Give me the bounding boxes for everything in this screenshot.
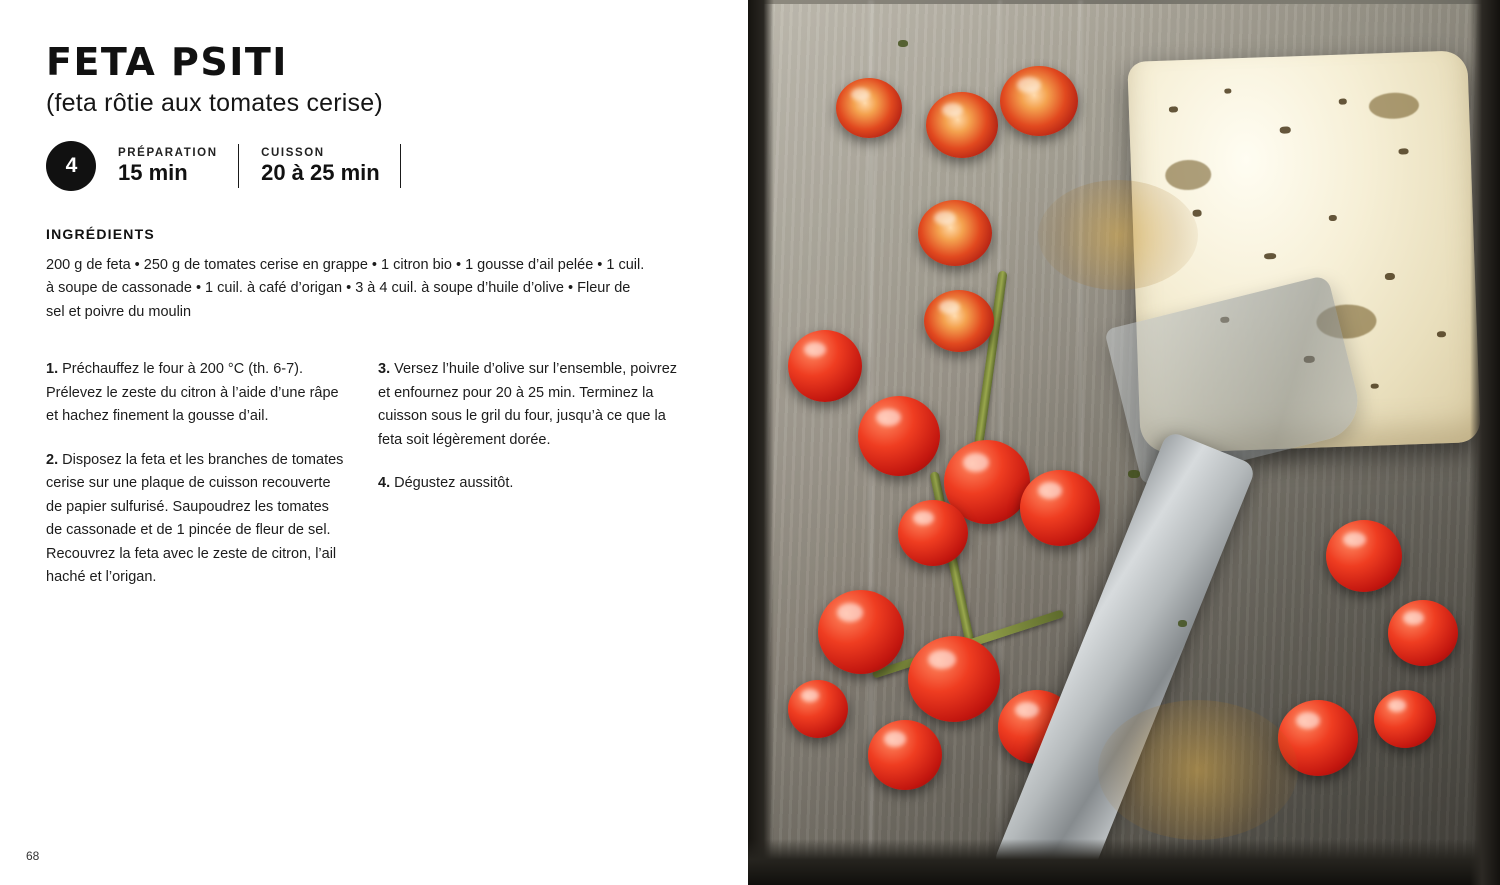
cherry-tomato [1388, 600, 1458, 666]
step-text: Préchauffez le four à 200 °C (th. 6-7). Prélevez le zeste du citron à l’aide d’une râpe et hachez finement la gousse d’ail. [46, 361, 339, 425]
ingredients-heading: INGRÉDIENTS [46, 225, 155, 242]
cherry-tomato [1326, 520, 1402, 592]
ingredients-list: 200 g de feta • 250 g de tomates cerise en grappe • 1 citron bio • 1 gousse d’ail pelée • 1 cuil. à soupe de cassonade • 1 cuil. à café d’origan • 3 à 4 cuil. à soupe d’huile d’olive • Fleur de sel et poivre du moulin [46, 256, 645, 320]
meta-preparation [96, 147, 238, 184]
step-item [378, 472, 678, 495]
recipe-subtitle: (feta rôtie aux tomates cerise) [46, 88, 383, 117]
olive-oil-pool [1098, 700, 1298, 840]
cherry-tomato [788, 680, 848, 738]
meta-divider-2 [400, 144, 402, 188]
recipe-meta-row [46, 140, 704, 192]
tray-edge [748, 0, 774, 885]
char-mark [1165, 159, 1212, 191]
step-item [46, 449, 346, 590]
servings-value: 4 [65, 153, 77, 177]
step-item [46, 358, 346, 428]
step-number: 1. [46, 361, 59, 378]
steps-column-right [378, 358, 678, 609]
recipe-text-page [0, 0, 748, 885]
cherry-tomato [788, 330, 862, 402]
herb-speck [1224, 88, 1231, 93]
servings-badge [46, 141, 96, 191]
recipe-photo [748, 0, 1500, 885]
step-number: 3. [378, 361, 391, 378]
step-text: Disposez la feta et les branches de tomates cerise sur une plaque de cuisson recouverte de papier sulfurisé. Saupoudrez les tomates de cassonade et de 1 pincée de fleur de sel. Recouvrez la feta avec le zeste de citron, l’ail haché et l’origan. [46, 451, 344, 586]
page-number: 68 [26, 849, 40, 863]
herb-speck [1339, 98, 1347, 104]
cherry-tomato [818, 590, 904, 674]
meta-preparation-label: PRÉPARATION [118, 147, 218, 160]
herb-speck [1280, 126, 1291, 133]
cherry-tomato [898, 500, 968, 566]
step-number: 2. [46, 451, 59, 468]
cherry-tomato [908, 636, 1000, 722]
cherry-tomato [836, 78, 902, 138]
herb-speck [1329, 215, 1337, 221]
paper-crease [998, 0, 1002, 880]
meta-preparation-value: 15 min [118, 160, 188, 186]
herb-speck [1437, 331, 1446, 337]
herb-speck [1178, 620, 1187, 627]
herb-speck [1128, 470, 1140, 478]
preparation-steps [46, 358, 704, 609]
cherry-tomato [926, 92, 998, 158]
herb-speck [1169, 106, 1178, 112]
olive-oil-pool [1038, 180, 1198, 290]
cherry-tomato [1374, 690, 1436, 748]
cherry-tomato [918, 200, 992, 266]
recipe-title: FETA PSITI [46, 40, 288, 84]
step-number: 4. [378, 475, 391, 492]
herb-speck [1398, 148, 1408, 154]
cherry-tomato [1020, 470, 1100, 546]
step-text: Versez l’huile d’olive sur l’ensemble, poivrez et enfournez pour 20 à 25 min. Terminez la cuisson sous le gril du four, jusqu’à ce que la feta soit légèrement dorée. [378, 361, 678, 448]
meta-cuisson-label: CUISSON [261, 147, 325, 160]
step-text: Dégustez aussitôt. [394, 475, 514, 492]
cherry-tomato [858, 396, 940, 476]
step-item [378, 358, 678, 452]
cherry-tomato [868, 720, 942, 790]
meta-cuisson-value: 20 à 25 min [261, 160, 380, 186]
cherry-tomato [1000, 66, 1078, 136]
cherry-tomato [924, 290, 994, 352]
meta-cuisson [239, 147, 400, 184]
tray-edge [1470, 0, 1500, 885]
herb-speck [1192, 210, 1201, 217]
herb-speck [1264, 253, 1276, 259]
char-mark [1369, 92, 1420, 120]
steps-column-left [46, 358, 346, 609]
herb-speck [898, 40, 908, 47]
herb-speck [1371, 383, 1379, 388]
tray-edge [748, 839, 1500, 885]
herb-speck [1385, 273, 1395, 280]
